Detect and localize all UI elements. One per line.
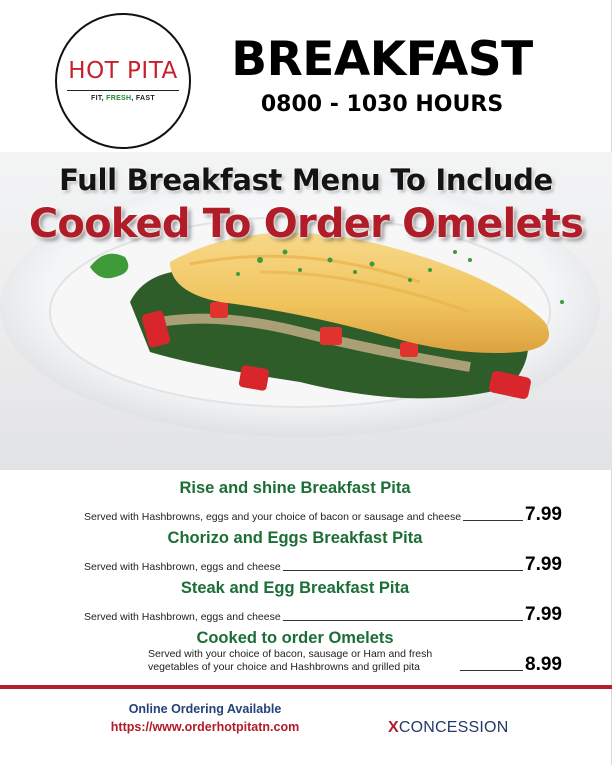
menu-item-row [148,644,562,674]
menu-item-price: 7.99 [525,604,562,625]
logo-wordmark: HOT PITA [68,58,178,84]
x-concession-logo [388,720,508,736]
menu-item-price: 8.99 [525,654,562,675]
omelet-photo [0,152,612,470]
menu-item-title: Cooked to order Omelets [196,629,394,647]
menu-item-title: Steak and Egg Breakfast Pita [180,579,410,597]
logo-tagline-fast: , FAST [131,95,155,102]
menu-item-title: Chorizo and Eggs Breakfast Pita [167,529,423,547]
price-leader-line [283,570,523,571]
pepper-piece [320,327,342,345]
menu-item-price: 7.99 [525,554,562,575]
menu-item-row [84,602,562,624]
price-leader-line [460,670,523,671]
menu-item-description: Served with Hashbrown, eggs and cheese [84,560,281,573]
menu-item-title: Rise and shine Breakfast Pita [179,479,411,497]
menu-item-description: Served with your choice of bacon, sausage or Ham and fresh vegetables of your choice and Hashbrowns and grilled pita [148,647,433,673]
online-ordering-label: Online Ordering Available [128,702,282,716]
price-leader-line [283,620,523,621]
logo-tagline-fresh: FRESH [106,95,132,102]
menu-item-description: Served with Hashbrowns, eggs and your choice of bacon or sausage and cheese [84,510,462,523]
concession-wordmark: CONCESSION [398,719,509,736]
hot-pita-logo [55,13,191,149]
pepper-piece [400,342,418,357]
ordering-url-link[interactable]: https://www.orderhotpitatn.com [110,720,300,734]
page-title: BREAKFAST [231,32,533,87]
service-hours: 0800 - 1030 HOURS [260,92,504,117]
price-leader-line [463,520,523,521]
headline-omelets: Cooked To Order Omelets [28,201,584,247]
omelet-illustration [0,152,612,470]
logo-tagline-fit: FIT, [91,95,107,102]
x-mark-icon: X [388,719,399,736]
logo-divider [67,90,179,91]
footer-divider [0,685,612,689]
menu-item-row [84,502,562,524]
pepper-piece [210,302,228,318]
menu-item-price: 7.99 [525,504,562,525]
headline-full-menu: Full Breakfast Menu To Include [59,163,553,197]
logo-tagline [91,95,155,102]
menu-item-description: Served with Hashbrown, eggs and cheese [84,610,281,623]
menu-item-row [84,552,562,574]
